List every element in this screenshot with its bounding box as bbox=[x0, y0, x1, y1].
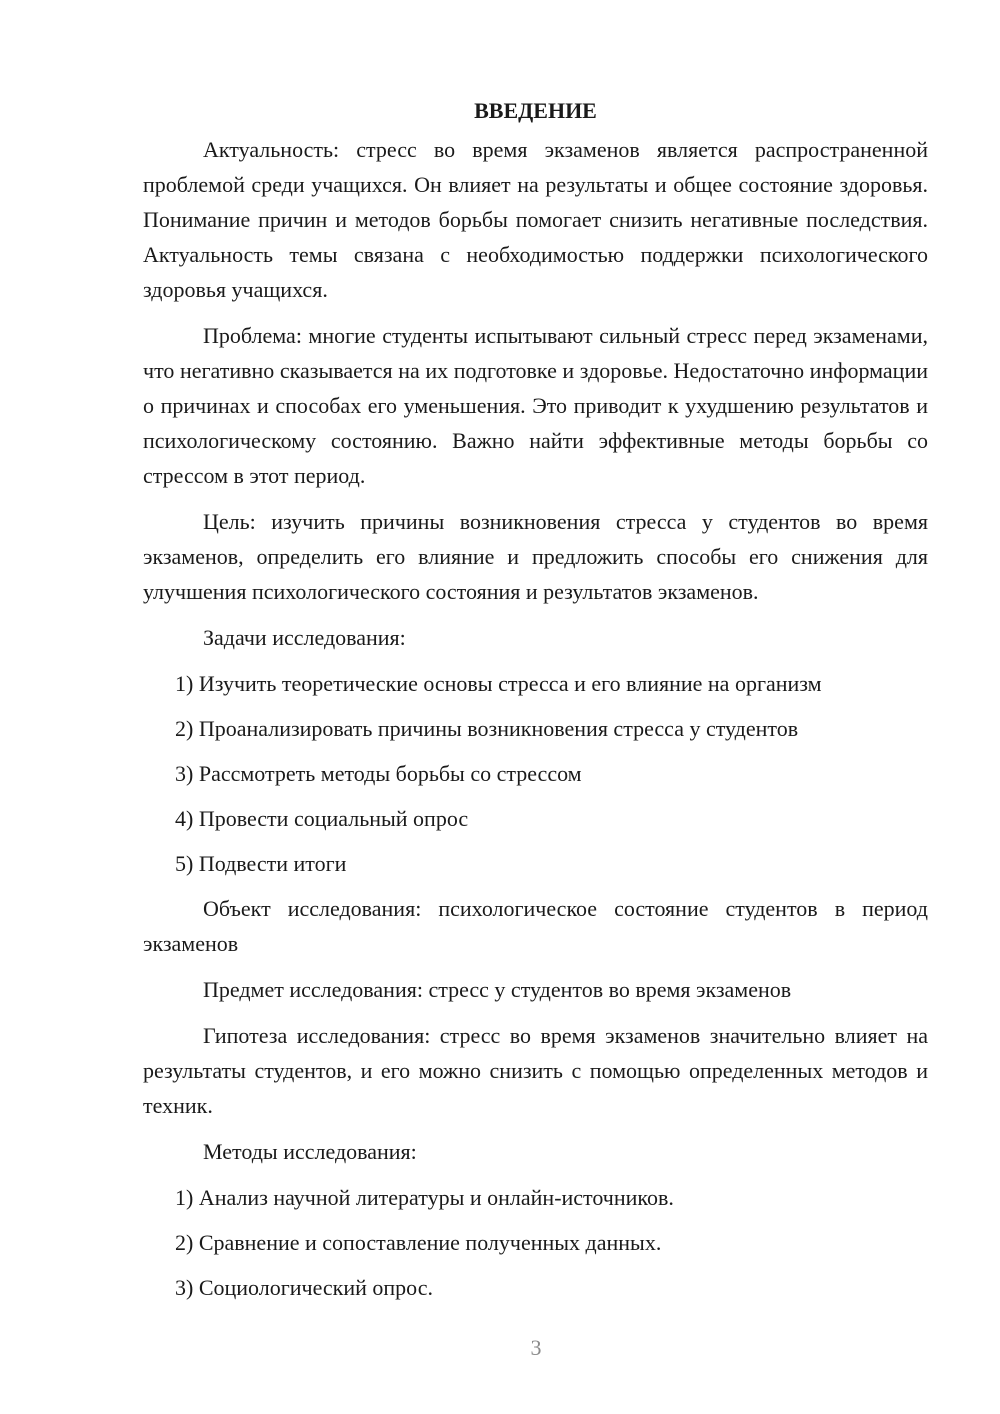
list-item bbox=[143, 756, 928, 791]
list-item bbox=[143, 1180, 928, 1215]
relevance-paragraph: Актуальность: стресс во время экзаменов является распространенной проблемой среди учащихся. Он влияет на результаты и общее состояние здоровья. Понимание причин и методов борьбы помогает снизить негативные последствия. Актуальность темы связана с необходимостью поддержки психологического здоровья учащихся. bbox=[143, 137, 928, 302]
list-item bbox=[143, 801, 928, 836]
list-item bbox=[143, 711, 928, 746]
list-item-text: Рассмотреть методы борьбы со стрессом bbox=[198, 761, 582, 786]
list-item bbox=[143, 1270, 928, 1305]
methods-heading: Методы исследования: bbox=[203, 1139, 417, 1164]
list-item-text: Сравнение и сопоставление полученных данных. bbox=[198, 1230, 662, 1255]
list-item-text: Изучить теоретические основы стресса и его влияние на организм bbox=[198, 671, 822, 696]
page-number: 3 bbox=[530, 1335, 542, 1360]
list-item-number: 2) bbox=[175, 1230, 194, 1255]
object-paragraph: Объект исследования: психологическое состояние студентов в период экзаменов bbox=[143, 896, 928, 956]
list-item bbox=[143, 846, 928, 881]
list-item-text: Провести социальный опрос bbox=[198, 806, 469, 831]
list-item-number: 1) bbox=[175, 1185, 194, 1210]
list-item bbox=[143, 666, 928, 701]
goal-paragraph: Цель: изучить причины возникновения стресса у студентов во время экзаменов, определить его влияние и предложить способы его снижения для улучшения психологического состояния и результатов экзаменов. bbox=[143, 509, 928, 604]
list-item-number: 5) bbox=[175, 851, 194, 876]
problem-paragraph: Проблема: многие студенты испытывают сильный стресс перед экзаменами, что негативно сказывается на их подготовке и здоровье. Недостаточно информации о причинах и способах его уменьшения. Это приводит к ухудшению результатов и психологическому состоянию. Важно найти эффективные методы борьбы со стрессом в этот период. bbox=[143, 323, 928, 488]
subject-paragraph: Предмет исследования: стресс у студентов во время экзаменов bbox=[203, 977, 792, 1002]
list-item bbox=[143, 1225, 928, 1260]
methods-list bbox=[143, 1180, 928, 1305]
list-item-number: 2) bbox=[175, 716, 194, 741]
tasks-list bbox=[143, 666, 928, 881]
list-item-text: Анализ научной литературы и онлайн-источников. bbox=[198, 1185, 674, 1210]
list-item-text: Социологический опрос. bbox=[198, 1275, 433, 1300]
list-item-text: Подвести итоги bbox=[198, 851, 347, 876]
hypothesis-paragraph: Гипотеза исследования: стресс во время экзаменов значительно влияет на результаты студентов, и его можно снизить с помощью определенных методов и техник. bbox=[143, 1023, 928, 1118]
page-content bbox=[143, 93, 928, 1315]
list-item-number: 4) bbox=[175, 806, 194, 831]
list-item-number: 3) bbox=[175, 1275, 194, 1300]
tasks-heading: Задачи исследования: bbox=[203, 625, 406, 650]
list-item-number: 3) bbox=[175, 761, 194, 786]
list-item-text: Проанализировать причины возникновения стресса у студентов bbox=[198, 716, 799, 741]
section-title: ВВЕДЕНИЕ bbox=[474, 98, 597, 123]
list-item-number: 1) bbox=[175, 671, 194, 696]
